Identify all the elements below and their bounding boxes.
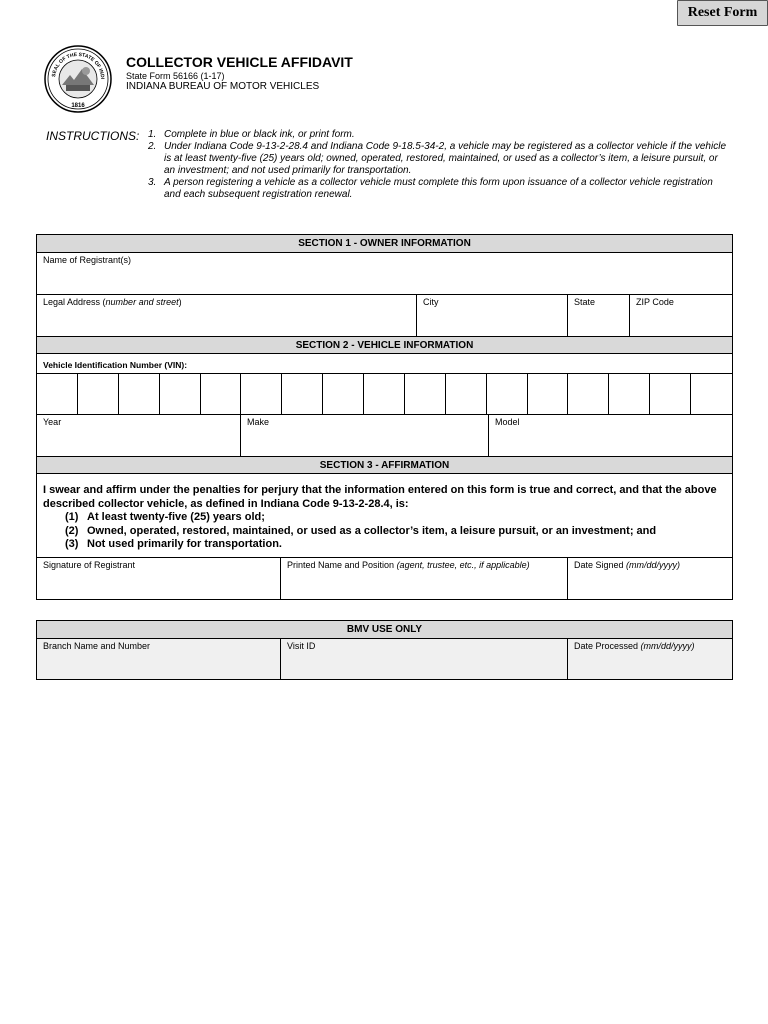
indiana-state-seal — [44, 45, 112, 113]
state-field[interactable] — [568, 295, 630, 337]
vin-box[interactable] — [446, 374, 487, 415]
instruction-number: 1. — [148, 129, 157, 140]
year-label: Year — [43, 417, 62, 427]
instruction-item — [148, 177, 728, 201]
signature-field[interactable] — [37, 558, 281, 599]
instruction-number: 2. — [148, 141, 157, 152]
branch-name-field[interactable] — [37, 639, 281, 679]
affirmation-block — [37, 474, 732, 558]
vin-box[interactable] — [160, 374, 201, 415]
vin-box[interactable] — [37, 374, 78, 415]
vin-box[interactable] — [323, 374, 364, 415]
agency-name: INDIANA BUREAU OF MOTOR VEHICLES — [126, 81, 320, 92]
section3-header: SECTION 3 - AFFIRMATION — [37, 457, 732, 474]
city-label: City — [423, 297, 439, 307]
vin-label-row — [37, 354, 732, 374]
bmv-header: BMV USE ONLY — [37, 621, 732, 639]
city-field[interactable] — [417, 295, 568, 337]
seal-text: SEAL OF THE STATE OF INDI — [51, 51, 106, 80]
instructions-list — [148, 129, 728, 201]
zip-code-field[interactable] — [630, 295, 732, 337]
vin-box[interactable] — [691, 374, 732, 415]
seal-year: 1816 — [71, 103, 85, 109]
registrant-name-label: Name of Registrant(s) — [43, 255, 132, 265]
model-field[interactable] — [489, 415, 732, 457]
date-processed-field[interactable] — [568, 639, 732, 679]
make-label: Make — [247, 417, 270, 427]
vin-box[interactable] — [241, 374, 282, 415]
section2-header: SECTION 2 - VEHICLE INFORMATION — [37, 337, 732, 354]
instruction-number: 3. — [148, 177, 157, 188]
affirmation-list — [65, 511, 723, 552]
bmv-use-only-section — [36, 620, 733, 680]
form-number: State Form 56166 (1-17) — [126, 71, 225, 81]
reset-form-button[interactable]: Reset Form — [677, 0, 768, 26]
instruction-text: Complete in blue or black ink, or print form. — [164, 129, 355, 140]
date-signed-field[interactable] — [568, 558, 732, 599]
vin-box[interactable] — [78, 374, 119, 415]
affirmation-text — [43, 484, 723, 552]
affirmation-item: (1) At least twenty-five (25) years old; — [65, 511, 265, 523]
date-signed-label: Date Signed (mm/dd/yyyy) — [574, 560, 681, 570]
registrant-name-field[interactable] — [37, 253, 732, 295]
vin-box[interactable] — [568, 374, 609, 415]
legal-address-field[interactable] — [37, 295, 417, 337]
zip-code-label: ZIP Code — [636, 297, 674, 307]
vin-box[interactable] — [609, 374, 650, 415]
vin-box[interactable] — [650, 374, 691, 415]
state-label: State — [574, 297, 596, 307]
vin-box[interactable] — [405, 374, 446, 415]
vin-boxes — [37, 374, 732, 415]
vin-box[interactable] — [282, 374, 323, 415]
affirmation-statement: I swear and affirm under the penalties for perjury that the information entered on this form is true and correct, and that the above described collector vehicle, as defined in Indiana Code 9-13-2-28.4, is: — [43, 484, 717, 510]
vin-box[interactable] — [119, 374, 160, 415]
make-field[interactable] — [241, 415, 489, 457]
branch-name-label: Branch Name and Number — [43, 641, 151, 651]
vin-box[interactable] — [528, 374, 569, 415]
section1-header: SECTION 1 - OWNER INFORMATION — [37, 235, 732, 253]
instruction-item — [148, 141, 728, 177]
vin-box[interactable] — [364, 374, 405, 415]
year-field[interactable] — [37, 415, 241, 457]
affirmation-item: (3) Not used primarily for transportation. — [65, 538, 282, 550]
model-label: Model — [495, 417, 520, 427]
visit-id-label: Visit ID — [287, 641, 316, 651]
vin-box[interactable] — [487, 374, 528, 415]
date-processed-label: Date Processed (mm/dd/yyyy) — [574, 641, 695, 651]
instruction-item — [148, 129, 728, 141]
vin-label: Vehicle Identification Number (VIN): — [43, 360, 188, 370]
instruction-text: Under Indiana Code 9-13-2-28.4 and Indiana Code 9-18.5-34-2, a vehicle may be registered as a collector vehicle if the vehicle is at least twenty-five (25) years old; owned, operated, restored, maintained, or used as a collector’s item, a leisure pursuit, or an investment; and not used primarily for transportation. — [164, 141, 727, 176]
printed-name-label: Printed Name and Position (agent, trustee, etc., if applicable) — [287, 560, 530, 570]
printed-name-field[interactable] — [281, 558, 568, 599]
visit-id-field[interactable] — [281, 639, 568, 679]
instructions-label: INSTRUCTIONS: — [46, 129, 140, 143]
form-title: COLLECTOR VEHICLE AFFIDAVIT — [126, 54, 353, 70]
legal-address-label: Legal Address (number and street) — [43, 297, 182, 307]
signature-label: Signature of Registrant — [43, 560, 136, 570]
main-form — [36, 234, 733, 600]
affirmation-item: (2) Owned, operated, restored, maintained, or used as a collector’s item, a leisure pursuit, or an investment; and — [65, 524, 657, 537]
vin-box[interactable] — [201, 374, 242, 415]
instruction-text: A person registering a vehicle as a collector vehicle must complete this form upon issuance of a collector vehicle registration and each subsequent registration renewal. — [164, 177, 713, 200]
